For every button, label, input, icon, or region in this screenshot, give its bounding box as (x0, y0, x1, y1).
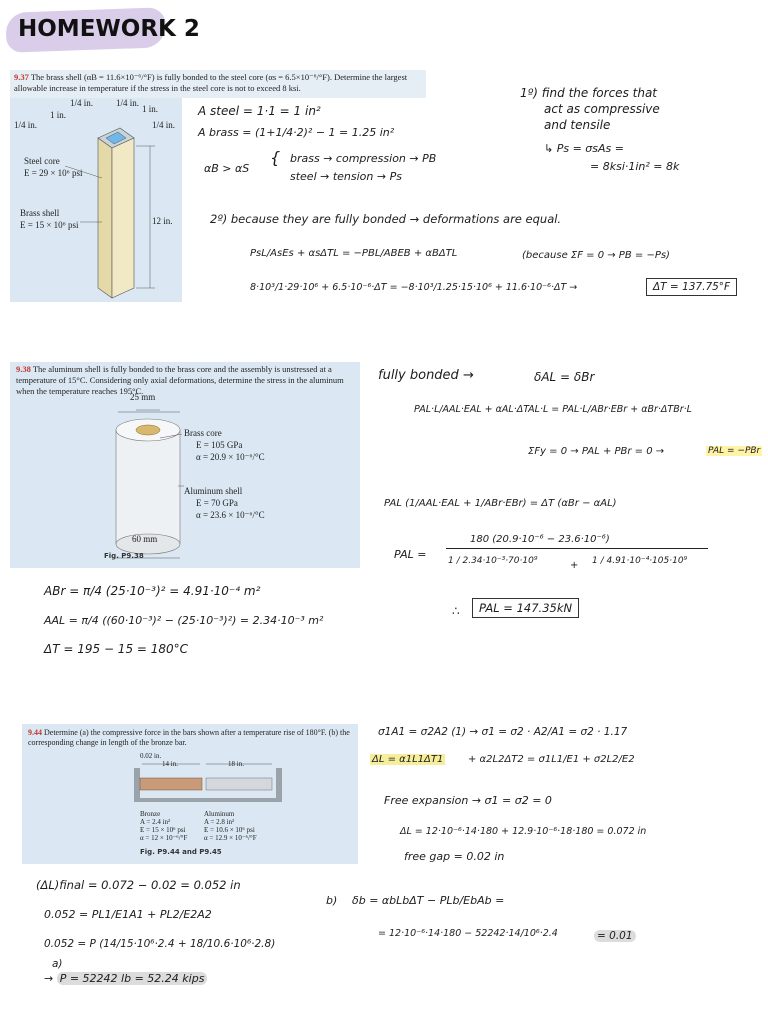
alpha-comparison: αB > αS (204, 162, 250, 175)
dim-25mm: 25 mm (130, 392, 156, 402)
delta-l-value: ΔL = 12·10⁻⁶·14·180 + 12.9·10⁻⁶·18·180 = 0.072 in (400, 826, 647, 837)
deformation-equation: PsL/AsEs + αsΔTL = −PBL/ABEB + αBΔTL (250, 248, 458, 259)
pal-numerator: 180 (20.9·10⁻⁶ − 23.6·10⁻⁶) (470, 534, 610, 545)
problem-number: 9.37 (14, 72, 29, 82)
dim-1in-right: 1 in. (142, 104, 159, 114)
problem-text: The brass shell (αB = 11.6×10⁻⁶/°F) is fully bonded to the steel core (αs = 6.5×10⁻⁶/°F). Determine the largest allowable increase in temperature if the stress in the steel core is not to exceed 8 ksi. (14, 72, 408, 93)
delta-l-equation: + α2L2ΔT2 = σ1L1/E1 + σ2L2/E2 (468, 754, 635, 765)
brass-aluminum-cylinder-drawing (10, 362, 360, 568)
page-title: HOMEWORK 2 (18, 16, 200, 42)
numeric-equation: 8·10³/1·29·10⁶ + 6.5·10⁻⁶·ΔT = −8·10³/1.25·15·10⁶ + 11.6·10⁻⁶·ΔT → (250, 282, 578, 293)
part-b-label: b) (326, 894, 338, 907)
column-length: 12 in. (152, 216, 173, 226)
pal-denominator-term1: 1 / 2.34·10⁻³·70·10⁹ (448, 556, 538, 566)
force-relation-highlight: PAL = −PBr (708, 446, 761, 456)
aluminum-alpha: α = 12.9 × 10⁻⁶/°F (204, 834, 257, 842)
brass-core-modulus: E = 105 GPa (196, 440, 243, 450)
stress-area-relation: σ1A1 = σ2A2 (1) → σ1 = σ2 · A2/A1 = σ2 · 1.17 (378, 726, 628, 738)
bronze-aluminum-bars-drawing (22, 724, 358, 864)
pal-label: PAL = (394, 548, 427, 561)
free-expansion: Free expansion → σ1 = σ2 = 0 (384, 794, 552, 807)
aluminum-modulus: E = 10.6 × 10⁶ psi (204, 826, 255, 834)
dim-quarter-top-left: 1/4 in. (70, 98, 94, 108)
problem-9-37-statement (10, 70, 426, 98)
therefore-symbol: ∴ (452, 604, 460, 618)
problem-text: The aluminum shell is fully bonded to the brass core and the assembly is unstressed at a temperature of 15°C. Considering only axial deformations, determine the stress in the aluminum when the temperature reaches 195°C. (16, 364, 344, 396)
pal-fraction-bar (446, 548, 708, 549)
step1-line-b: act as compressive (544, 102, 660, 116)
steel-tension: steel → tension → Ps (290, 170, 402, 183)
figure-caption: Fig. P9.38 (104, 552, 144, 560)
bronze-area: A = 2.4 in² (140, 818, 171, 826)
answer-pal: PAL = 147.35kN (472, 598, 579, 618)
steel-core-label: Steel core (24, 156, 60, 166)
dim-quarter-right: 1/4 in. (152, 120, 176, 130)
pal-equation: PAL (1/AAL·EAL + 1/ABr·EBr) = ΔT (αBr − αAL) (384, 498, 617, 509)
gap-dimension: 0.02 in. (140, 752, 162, 760)
steel-area: A steel = 1·1 = 1 in² (198, 104, 321, 118)
delta-t-calc: ΔT = 195 − 15 = 180°C (44, 642, 189, 656)
aluminum-properties (204, 810, 257, 842)
brace-symbol: { (270, 148, 281, 167)
plus-sign: + (570, 560, 579, 571)
bronze-label: Bronze (140, 810, 161, 818)
dim-quarter-left: 1/4 in. (14, 120, 38, 130)
free-gap: free gap = 0.02 in (404, 850, 505, 863)
brass-core-label: Brass core (184, 428, 222, 438)
step1-line-a: 1º) find the forces that (520, 86, 657, 100)
dim-60mm: 60 mm (132, 534, 158, 544)
part-a-answer: → P = 52242 lb = 52.24 kips (44, 972, 207, 985)
problem-number: 9.38 (16, 364, 31, 374)
problem-9-44-panel (22, 724, 358, 864)
load-equation-numeric: 0.052 = P (14/15·10⁶·2.4 + 18/10.6·10⁶·2.8) (44, 938, 276, 950)
force-sum: ΣFy = 0 → PAL + PBr = 0 → (528, 446, 665, 457)
aluminum-label: Aluminum (204, 810, 235, 818)
step1-line-c: and tensile (544, 118, 611, 132)
ps-equation: ↳ Ps = σsAs = (544, 142, 624, 155)
problem-9-37-figure (10, 98, 182, 302)
bronze-modulus: E = 15 × 10⁶ psi (140, 826, 186, 834)
force-answer: P = 52242 lb = 52.24 kips (57, 972, 208, 985)
aluminum-shell-alpha: α = 23.6 × 10⁻⁶/°C (196, 510, 265, 520)
ps-value: = 8ksi·1in² = 8k (590, 160, 680, 173)
bronze-deformation-formula: δb = αbLbΔT − PLb/EbAb = (352, 894, 505, 907)
bronze-deformation-answer: = 0.01 (594, 930, 636, 942)
brass-core-alpha: α = 20.9 × 10⁻⁶/°C (196, 452, 265, 462)
brass-shell-modulus: E = 15 × 10⁶ psi (20, 220, 79, 230)
force-balance-note: (because ΣF = 0 → PB = −Ps) (522, 250, 670, 261)
bronze-length: 14 in. (162, 760, 178, 768)
dim-quarter-top-right: 1/4 in. (116, 98, 140, 108)
fully-bonded-note: fully bonded → (378, 368, 474, 383)
problem-text: Determine (a) the compressive force in the bars shown after a temperature rise of 180°F. (b) the corresponding change in length of the bronze bar. (28, 728, 350, 747)
bronze-properties (140, 810, 187, 842)
load-equation: 0.052 = PL1/E1A1 + PL2/E2A2 (44, 908, 212, 921)
answer-delta-t: ΔT = 137.75°F (646, 278, 737, 296)
part-a-label: a) (52, 958, 63, 970)
problem-number: 9.44 (28, 728, 42, 737)
aluminum-area: A = 2.8 in² (204, 818, 235, 826)
aluminum-length: 18 in. (228, 760, 244, 768)
brass-area-calc: ABr = π/4 (25·10⁻³)² = 4.91·10⁻⁴ m² (44, 584, 261, 598)
problem-9-38-panel (10, 362, 360, 568)
aluminum-shell-label: Aluminum shell (184, 486, 243, 496)
aluminum-area-calc: AAL = π/4 ((60·10⁻³)² − (25·10⁻³)²) = 2.34·10⁻³ m² (44, 614, 324, 627)
brass-shell-label: Brass shell (20, 208, 60, 218)
aluminum-shell-modulus: E = 70 GPa (196, 498, 238, 508)
deformation-equation-al-br: PAL·L/AAL·EAL + αAL·ΔTAL·L = PAL·L/ABr·EBr + αBr·ΔTBr·L (414, 404, 692, 415)
bronze-deformation-numeric: = 12·10⁻⁶·14·180 − 52242·14/10⁶·2.4 (378, 928, 558, 939)
figure-caption: Fig. P9.44 and P9.45 (140, 848, 222, 856)
delta-l-highlight: ΔL = α1L1ΔT1 (372, 754, 444, 765)
steel-core-modulus: E = 29 × 10⁶ psi (24, 168, 83, 178)
deformation-equality: δAL = δBr (534, 370, 595, 384)
final-delta-l: (ΔL)final = 0.072 − 0.02 = 0.052 in (36, 878, 241, 892)
step2-statement: 2º) because they are fully bonded → deformations are equal. (210, 212, 562, 226)
pal-denominator-term2: 1 / 4.91·10⁻⁴·105·10⁹ (592, 556, 688, 566)
dim-1in-left: 1 in. (50, 110, 67, 120)
bronze-alpha: α = 12 × 10⁻⁶/°F (140, 834, 188, 842)
brass-compression: brass → compression → PB (290, 152, 437, 165)
brass-area: A brass = (1+1/4·2)² − 1 = 1.25 in² (198, 126, 395, 139)
